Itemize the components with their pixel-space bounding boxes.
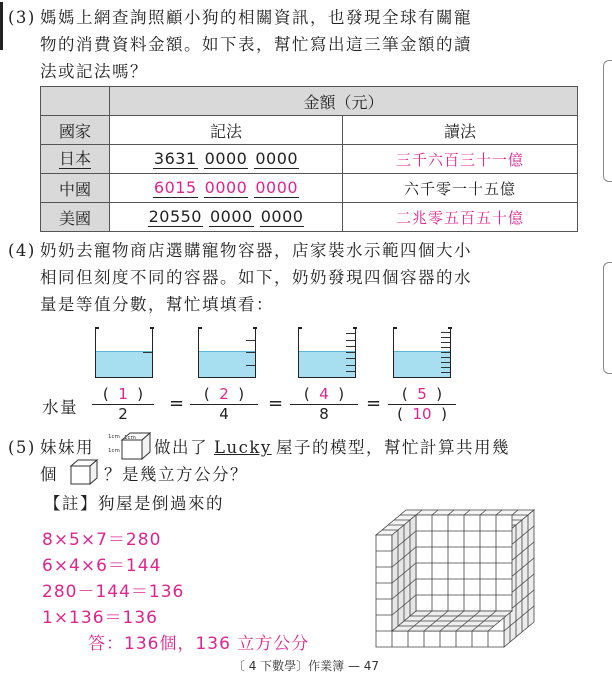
scale-tick (246, 340, 255, 341)
scale-tick (346, 365, 355, 366)
cube-dimension-label: 1cm (124, 435, 136, 441)
scale-tick (346, 340, 355, 341)
fraction-denominator: 2 (118, 405, 128, 424)
equals-sign: = (366, 393, 382, 414)
fraction-denominator: ( 10 ) (397, 405, 447, 424)
digit-group: 0000 (204, 149, 248, 168)
scale-tick (441, 352, 450, 353)
right-edge-tab (603, 262, 612, 374)
scale-tick (143, 352, 152, 353)
scale-tick (441, 357, 450, 358)
scale-tick (441, 347, 450, 348)
table-row (41, 203, 578, 232)
scale-ticks (245, 327, 255, 377)
q5-line-2a: 個 (40, 465, 58, 484)
table-header-country: 國家 (41, 116, 110, 145)
cube-dimension-label: 1cm (108, 448, 120, 454)
reading-china: 六千零一十五億 (343, 174, 578, 203)
money-table (40, 86, 578, 232)
digit-group: 6015 (153, 178, 197, 197)
q3-line-3: 法或記法嗎？ (40, 62, 148, 81)
q3-line-2: 物的消費資料金額。如下表，幫忙寫出這三筆金額的讀 (40, 35, 472, 54)
q5-line-2b: ？是幾立方公分？ (104, 465, 248, 484)
fraction-denominator: 8 (319, 405, 329, 424)
table-header-reading: 讀法 (343, 116, 578, 145)
digit-group: 0000 (255, 178, 299, 197)
fraction-3 (290, 386, 358, 423)
final-answer: 答：136個，136 立方公分 (88, 634, 310, 654)
cube-dimension-label: 1cm (108, 434, 120, 440)
table-corner (41, 87, 110, 116)
container-quarters (198, 327, 256, 378)
work-line-4: 1×136＝136 (42, 608, 158, 628)
scale-tick (346, 333, 355, 334)
q3-line-1: 媽媽上網查詢照顧小狗的相關資訊，也發現全球有關寵 (40, 8, 472, 27)
left-margin-bar (0, 2, 3, 50)
country-usa: 美國 (41, 203, 110, 232)
scale-tick (441, 372, 450, 373)
fraction-4 (388, 386, 456, 423)
q3-number: (3) (8, 8, 36, 27)
scale-tick (346, 371, 355, 372)
notation-china (110, 174, 343, 203)
scale-tick (346, 352, 355, 353)
q5-note: 【註】狗屋是倒過來的 (44, 494, 224, 513)
digit-group: 0000 (255, 149, 299, 168)
digit-group: 20550 (148, 207, 202, 226)
scale-tick (246, 365, 255, 366)
scale-tick (246, 352, 255, 353)
fraction-numerator: ( 2 ) (203, 385, 245, 403)
q4-number: (4) (8, 241, 36, 260)
reading-japan: 三千六百三十一億 (343, 145, 578, 174)
fraction-denominator: 4 (219, 405, 229, 424)
fraction-2 (190, 386, 258, 423)
country-japan: 日本 (58, 149, 91, 168)
q4-line-1: 奶奶去寵物商店選購寵物容器，店家裝水示範四個大小 (40, 241, 472, 260)
notation-japan (110, 145, 343, 174)
scale-tick (441, 342, 450, 343)
work-line-1: 8×5×7＝280 (42, 530, 162, 550)
fraction-numerator: ( 5 ) (401, 385, 443, 403)
q4-line-3: 量是等值分數，幫忙填填看： (40, 295, 274, 314)
water-label: 水量 (42, 398, 78, 417)
q5-line-1c: 屋子的模型，幫忙計算共用幾 (276, 438, 510, 457)
notation-usa (110, 203, 343, 232)
scale-tick (441, 332, 450, 333)
table-header-notation: 記法 (110, 116, 343, 145)
scale-tick (441, 337, 450, 338)
q5-number: (5) (8, 438, 36, 457)
small-cube-icon (68, 458, 100, 486)
table-header-amount: 金額（元） (110, 87, 578, 116)
digit-group: 0000 (204, 178, 248, 197)
right-edge-tab (603, 60, 612, 182)
unit-cube-icon (108, 430, 152, 462)
scale-tick (346, 358, 355, 359)
container-halves (95, 327, 153, 378)
country-china: 中國 (41, 174, 110, 203)
table-row (41, 145, 578, 174)
lucky-word: Lucky (214, 438, 272, 457)
fraction-1 (92, 386, 154, 423)
digit-group: 3631 (153, 149, 197, 168)
work-line-3: 280－144＝136 (42, 582, 185, 602)
scale-tick (441, 362, 450, 363)
table-row (41, 174, 578, 203)
q5-line-1b: 做出了 (154, 438, 208, 457)
container-tenths (393, 327, 451, 378)
scale-ticks (142, 327, 152, 377)
scale-ticks (440, 327, 450, 377)
fraction-numerator: ( 1 ) (102, 385, 144, 403)
digit-group: 0000 (260, 207, 304, 226)
q5-line-1a: 妹妹用 (40, 438, 94, 457)
equals-sign: = (169, 393, 185, 414)
scale-tick (441, 367, 450, 368)
fraction-numerator: ( 4 ) (303, 385, 345, 403)
dog-house-cube-model (372, 487, 597, 652)
reading-usa: 二兆零五百五十億 (343, 203, 578, 232)
scale-tick (346, 346, 355, 347)
work-line-2: 6×4×6＝144 (42, 556, 162, 576)
digit-group: 0000 (209, 207, 253, 226)
page-footer: 〔 4 下數學〕作業簿 — 47 (232, 659, 380, 673)
scale-ticks (345, 327, 355, 377)
container-eighths (298, 327, 356, 378)
equals-sign: = (268, 393, 284, 414)
q4-line-2: 相同但刻度不同的容器。如下，奶奶發現四個容器的水 (40, 268, 472, 287)
